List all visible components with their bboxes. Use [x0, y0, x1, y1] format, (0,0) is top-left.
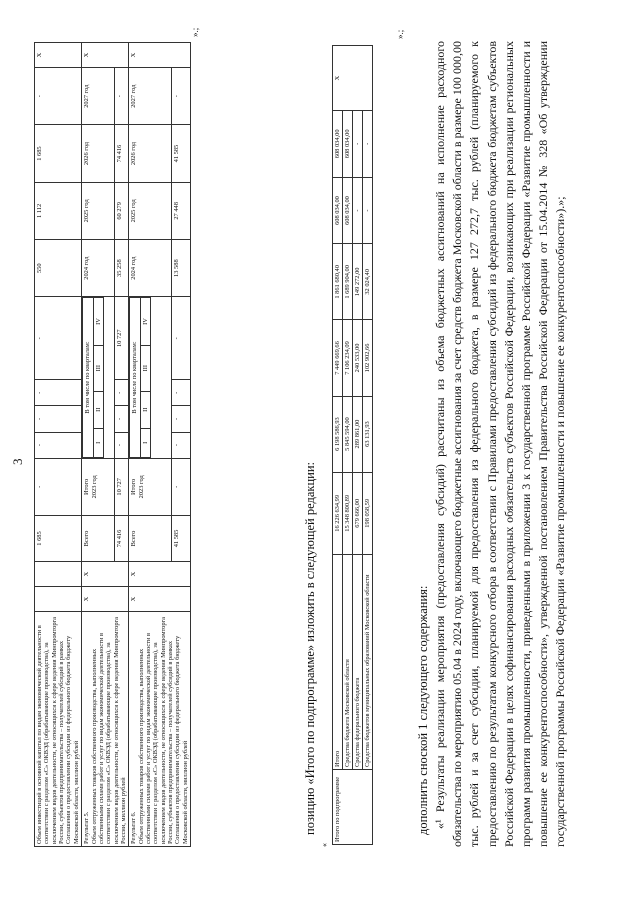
table-row: Средства бюджета Московской области 15 348 800,89 5 845 594,00 7 106 234,09 1 689 904,00 608 034,00 608 034,00	[343, 46, 353, 845]
table-row: Результат 5. Объем отгруженных товаров собственного производства, выполненных собственными силами работ и услуг по видам экономической деятельности в соответствии с разделом «С» ОКВЭД (обрабатывающие производства), за исключением видов деятельности, не относящихся к сфере ведения Минпромторга России, миллион рублей X X Всего Итого 2023 год В том числе по кварталам: I II III IV 2024 год 2025 год 2026 год 2027 год X	[82, 43, 114, 847]
closing-quote: ».;	[395, 29, 405, 39]
row-description: Объем отгруженных товаров собственного производства, выполненных собственными силами работ и услуг по видам экономической деятельности в соответствии с разделом «С» ОКВЭД (обрабатывающие производства), за исключением видов деятельности, не относящихся к сфере ведения Минпромторга России, миллион рублей	[90, 617, 127, 844]
row-description: Объем отгруженных товаров собственного производства, выполненных собственными силами работ и услуг по видам экономической деятельности в соответствии с разделом «С» ОКВЭД (обрабатывающие производства), за исключением видов деятельности, не относящихся к сфере ведения Минпромторга России, субъектов предпринимательства – получателей субсидий в рамках Соглашения о предоставлении субсидии из федерального бюджета бюджету Московской области, миллион рублей	[137, 617, 189, 844]
instruction-line: позицию «Итого по подпрограмме» изложить в следующей редакции:	[303, 462, 317, 835]
total-cell: 1 685	[35, 515, 82, 561]
table-row: Объем инвестиций в основной капитал по видам экономической деятельности в соответствии с разделом «С» ОКВЭД (обрабатывающие производства), за исключением видов деятельности, не относящихся к сфере ведения Минпромторга России, субъектов предпринимательства – получателей субсидий в рамках Соглашения о предоставлении субсидии из федерального бюджета бюджету Московской области, миллион рублей 1 685 - - - - - 550 1 112 1 685 - X	[35, 43, 82, 847]
opening-quote: «	[320, 843, 329, 847]
page-number: 3	[10, 458, 25, 465]
result-title: Результат 5.	[83, 811, 91, 844]
table-row: 41 585 - - - - - 13 588 27 448 41 585 -	[171, 43, 190, 847]
table-row: Средства федерального бюджета 679 666,00 289 861,00 240 533,00 149 272,00 - -	[353, 46, 363, 845]
instruction-line: дополнить сноской 1 следующего содержания:	[416, 585, 430, 835]
subprogram-total-table	[332, 45, 373, 845]
table-row: Итого по подпрограмме Итого 16 226 634,99 6 198 586,93 7 449 669,66 1 861 680,40 608 034,00 608 034,00 X	[333, 46, 343, 845]
result-title: Результат 6.	[130, 811, 138, 844]
closing-quote: ».;	[190, 27, 200, 37]
footnote-paragraph: «¹ Результаты реализации мероприятия (предоставления субсидий) рассчитаны из объема бюджетных ассигнований на исполнение расходного обязательства по мероприятию 05.04 в 2024 году, включающего бюджетные ассигнования за счет средств бюджета Московской области в размере 100 000,00 тыс. рублей и за счет субсидии, планируемой для предоставления из федерального бюджета, в размере 127 272,7 тыс. рублей (планируемого к предоставлению по результатам конкурсного отбора в соответствии с Правилами предоставления субсидий из федерального бюджета бюджетам субъектов Российской Федерации в целях софинансирования расходных обязательств субъектов Российской Федерации, возникающих при реализации региональных программ развития промышленности, приведенными в приложении 3 к государственной программе Российской Федерации «Развитие промышленности и повышение ее конкурентоспособности», утвержденной постановлением Правительства Российской Федерации от 15.04.2014 № 328 «Об утверждении государственной программы Российской Федерации «Развитие промышленности и повышение ее конкурентоспособности»).»;	[433, 41, 568, 847]
table-row: Средства бюджетов муниципальных образований Московской области 198 058,59 63 131,93 102 902,66 32 024,40 - -	[363, 46, 373, 845]
table-row: 74 416 10 727 - - - 10 727 35 258 60 279 74 416 -	[114, 43, 129, 847]
row-description: Объем инвестиций в основной капитал по видам экономической деятельности в соответствии с разделом «С» ОКВЭД (обрабатывающие производства), за исключением видов деятельности, не относящихся к сфере ведения Минпромторга России, субъектов предпринимательства – получателей субсидий в рамках Соглашения о предоставлении субсидии из федерального бюджета бюджету Московской области, миллион рублей	[35, 612, 82, 847]
table-row: Результат 6. Объем отгруженных товаров собственного производства, выполненных собственными силами работ и услуг по видам экономической деятельности в соответствии с разделом «С» ОКВЭД (обрабатывающие производства), за исключением видов деятельности, не относящихся к сфере ведения Минпромторга России, субъектов предпринимательства – получателей субсидий в рамках Соглашения о предоставлении субсидии из федерального бюджета бюджету Московской области, миллион рублей X X Всего Итого 2023 год В том числе по кварталам: I II III IV 2024 год 2025 год 2026 год 2027 год X	[129, 43, 171, 847]
results-table	[34, 42, 191, 847]
